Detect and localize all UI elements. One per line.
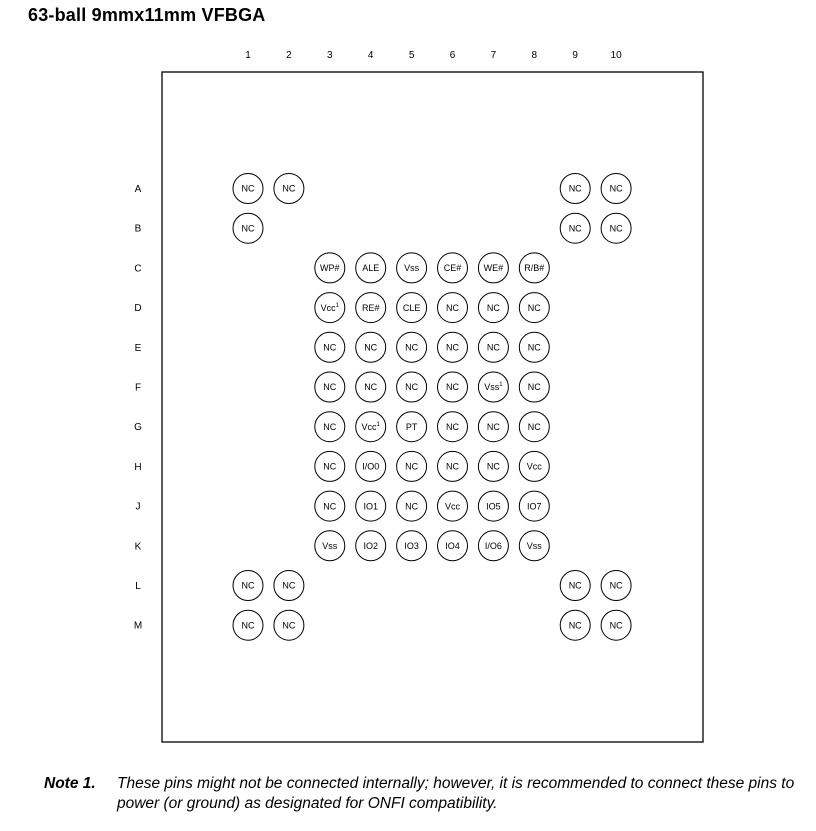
ball-signal: Vcc xyxy=(320,302,336,313)
ball-K6 xyxy=(438,531,468,561)
ball-E4 xyxy=(356,332,386,362)
ball-label xyxy=(446,462,459,472)
ball-signal: NC xyxy=(568,620,582,631)
ball-F8 xyxy=(519,372,549,402)
ball-signal: NC xyxy=(364,382,378,393)
ball-signal: NC xyxy=(446,302,459,313)
ball-signal: NC xyxy=(405,461,419,472)
ball-label xyxy=(528,382,541,392)
column-label: 6 xyxy=(449,50,456,61)
ball-signal: RE# xyxy=(361,302,380,313)
row-label: E xyxy=(134,342,142,354)
ball-label xyxy=(363,541,378,551)
ball-K7 xyxy=(478,531,508,561)
ball-signal: NC xyxy=(323,461,337,472)
ball-signal: NC xyxy=(446,342,459,353)
ball-M10 xyxy=(601,610,631,640)
ball-signal: IO1 xyxy=(363,501,378,512)
ball-signal: CE# xyxy=(443,263,462,274)
ball-footnote-marker: 1 xyxy=(335,302,339,309)
ball-signal: NC xyxy=(282,620,296,631)
ball-J4 xyxy=(356,491,386,521)
ball-H3 xyxy=(315,451,345,481)
ball-label xyxy=(610,223,623,233)
ball-E3 xyxy=(315,332,345,362)
ball-label xyxy=(404,541,419,551)
ball-L2 xyxy=(274,571,304,601)
ball-signal: NC xyxy=(527,342,541,353)
ball-K5 xyxy=(397,531,427,561)
column-label: 10 xyxy=(610,50,622,61)
ball-G3 xyxy=(315,412,345,442)
ball-G6 xyxy=(438,412,468,442)
ball-signal: CLE xyxy=(402,302,421,313)
ball-signal: Vss xyxy=(322,541,338,551)
ball-J3 xyxy=(315,491,345,521)
ball-label xyxy=(528,303,541,313)
ball-signal: NC xyxy=(241,223,255,234)
ball-label xyxy=(487,462,500,472)
ball-M9 xyxy=(560,610,590,640)
ball-label xyxy=(569,223,582,233)
ball-J7 xyxy=(478,491,508,521)
column-label: 1 xyxy=(245,50,251,61)
ball-label xyxy=(610,184,623,194)
ball-F7 xyxy=(478,372,508,402)
ball-signal: NC xyxy=(568,580,582,591)
ball-D8 xyxy=(519,293,549,323)
ball-K8 xyxy=(519,531,549,561)
ball-grid xyxy=(233,174,631,641)
ball-label xyxy=(569,581,582,591)
ball-H4 xyxy=(356,451,386,481)
ball-signal: NC xyxy=(241,620,255,631)
package-outline xyxy=(162,72,703,742)
ball-label xyxy=(322,541,338,551)
ball-signal: Vss xyxy=(526,541,542,551)
ball-label xyxy=(486,501,501,511)
column-label: 8 xyxy=(531,50,538,61)
ball-G5 xyxy=(397,412,427,442)
ball-label xyxy=(528,422,541,432)
ball-signal: NC xyxy=(609,620,623,631)
ball-signal: ALE xyxy=(362,263,380,274)
ball-B10 xyxy=(601,213,631,243)
ball-label xyxy=(527,462,543,472)
ball-label xyxy=(610,620,623,630)
ball-label xyxy=(282,620,295,630)
ball-G8 xyxy=(519,412,549,442)
ball-label xyxy=(323,462,336,472)
ball-label xyxy=(524,263,544,273)
ball-M2 xyxy=(274,610,304,640)
ball-signal: IO5 xyxy=(486,501,501,512)
ball-signal: NC xyxy=(405,342,419,353)
ball-B1 xyxy=(233,213,263,243)
ball-signal: NC xyxy=(446,421,459,432)
row-label: M xyxy=(133,620,143,632)
ball-B9 xyxy=(560,213,590,243)
ball-signal: Vss xyxy=(404,263,420,274)
ball-label xyxy=(364,343,377,353)
ball-C4 xyxy=(356,253,386,283)
ball-signal: NC xyxy=(486,302,500,313)
ball-signal: NC xyxy=(364,342,378,353)
ball-signal: NC xyxy=(609,580,623,591)
ball-label xyxy=(446,382,459,392)
ball-label xyxy=(487,343,500,353)
ball-label xyxy=(610,581,623,591)
ball-label xyxy=(242,184,255,194)
row-label: B xyxy=(134,223,142,235)
ball-A9 xyxy=(560,174,590,204)
ball-L9 xyxy=(560,571,590,601)
ball-F6 xyxy=(438,372,468,402)
ball-C6 xyxy=(438,253,468,283)
ball-label xyxy=(487,303,500,313)
row-label: J xyxy=(135,501,141,513)
ball-signal: PT xyxy=(405,421,418,432)
ball-H7 xyxy=(478,451,508,481)
column-label: 4 xyxy=(367,50,374,61)
ball-A1 xyxy=(233,174,263,204)
ball-D7 xyxy=(478,293,508,323)
ball-label xyxy=(405,501,418,511)
ball-footnote-marker: 1 xyxy=(376,421,380,428)
ball-H8 xyxy=(519,451,549,481)
ball-D5 xyxy=(397,293,427,323)
ball-E7 xyxy=(478,332,508,362)
ball-F3 xyxy=(315,372,345,402)
ball-signal: WE# xyxy=(483,263,504,274)
ball-J8 xyxy=(519,491,549,521)
ball-label xyxy=(446,422,459,432)
ball-label xyxy=(569,620,582,630)
ball-signal: I/O0 xyxy=(362,461,380,472)
ball-signal: NC xyxy=(405,382,419,393)
ball-label xyxy=(445,541,460,551)
ball-signal: NC xyxy=(323,342,337,353)
ball-label xyxy=(487,422,500,432)
ball-L10 xyxy=(601,571,631,601)
ball-label xyxy=(446,303,459,313)
column-label: 5 xyxy=(408,50,415,61)
row-label: K xyxy=(134,541,142,553)
row-label: L xyxy=(135,581,141,592)
ball-signal: Vcc xyxy=(361,421,377,432)
ball-C7 xyxy=(478,253,508,283)
column-label: 2 xyxy=(286,50,292,61)
ball-label xyxy=(323,382,336,392)
ball-footnote-marker: 1 xyxy=(499,382,503,389)
ball-F4 xyxy=(356,372,386,402)
footnote-label: Note 1. xyxy=(44,775,96,792)
ball-signal: R/B# xyxy=(524,263,545,274)
ball-signal: NC xyxy=(405,501,419,512)
ball-signal: NC xyxy=(241,580,255,591)
ball-signal: WP# xyxy=(320,263,340,274)
ball-J6 xyxy=(438,491,468,521)
ball-A2 xyxy=(274,174,304,204)
ball-K3 xyxy=(315,531,345,561)
ball-signal: NC xyxy=(568,223,582,234)
row-label: C xyxy=(134,263,142,275)
ball-signal: NC xyxy=(323,421,337,432)
ball-D3 xyxy=(315,293,345,323)
ball-label xyxy=(362,462,379,472)
ball-C3 xyxy=(315,253,345,283)
ball-label xyxy=(404,263,420,273)
ball-E5 xyxy=(397,332,427,362)
column-label: 9 xyxy=(572,50,578,61)
ball-label xyxy=(445,501,461,511)
ball-signal: NC xyxy=(486,342,500,353)
row-label: F xyxy=(134,382,142,394)
ball-H5 xyxy=(397,451,427,481)
footnote-text: These pins might not be connected internally; however, it is recommended to connect these pins to power (or ground) as designated for ONFI compatibility. xyxy=(117,775,795,812)
row-label: A xyxy=(134,184,142,195)
ball-label xyxy=(323,422,336,432)
ball-label xyxy=(406,422,418,432)
ball-C5 xyxy=(397,253,427,283)
ball-signal: IO7 xyxy=(527,501,542,512)
ball-G4 xyxy=(356,412,386,442)
row-label: H xyxy=(134,461,142,473)
ball-label xyxy=(569,184,582,194)
ball-label xyxy=(405,382,418,392)
ball-E6 xyxy=(438,332,468,362)
ball-signal: NC xyxy=(241,183,255,194)
ball-signal: Vcc xyxy=(444,501,461,512)
ball-label xyxy=(282,184,295,194)
ball-label xyxy=(446,343,459,353)
ball-label xyxy=(362,303,380,313)
column-label: 7 xyxy=(490,50,497,61)
ball-label xyxy=(282,581,295,591)
ball-signal: NC xyxy=(323,382,337,393)
ball-M1 xyxy=(233,610,263,640)
ball-D4 xyxy=(356,293,386,323)
page-title: 63-ball 9mmx11mm VFBGA xyxy=(28,5,266,25)
ball-signal: NC xyxy=(282,580,296,591)
ball-label xyxy=(485,541,502,551)
ball-label xyxy=(403,303,421,313)
ball-label xyxy=(323,501,336,511)
ball-signal: NC xyxy=(609,223,623,234)
ball-signal: NC xyxy=(282,183,296,194)
ball-signal: NC xyxy=(446,382,459,393)
ball-signal: NC xyxy=(527,302,541,313)
ball-K4 xyxy=(356,531,386,561)
ball-label xyxy=(405,462,418,472)
ball-signal: I/O6 xyxy=(484,541,502,551)
ball-J5 xyxy=(397,491,427,521)
ball-label xyxy=(527,541,543,551)
ball-signal: IO3 xyxy=(404,541,419,551)
ball-label xyxy=(320,263,340,273)
ball-signal: NC xyxy=(568,183,582,194)
ball-label xyxy=(444,263,462,273)
ball-label xyxy=(528,343,541,353)
ball-signal: Vss xyxy=(484,382,500,393)
ball-label xyxy=(364,382,377,392)
ball-D6 xyxy=(438,293,468,323)
ball-G7 xyxy=(478,412,508,442)
ball-signal: NC xyxy=(323,501,337,512)
ball-signal: IO2 xyxy=(363,541,378,551)
ball-label xyxy=(363,501,378,511)
ball-signal: NC xyxy=(527,382,541,393)
ball-label xyxy=(242,620,255,630)
row-labels xyxy=(134,184,142,632)
row-label: G xyxy=(134,422,142,434)
ball-label xyxy=(362,263,379,273)
ball-label xyxy=(527,501,542,511)
ball-label xyxy=(242,581,255,591)
ball-signal: NC xyxy=(527,421,541,432)
ball-H6 xyxy=(438,451,468,481)
ball-F5 xyxy=(397,372,427,402)
ball-signal: NC xyxy=(486,461,500,472)
column-labels xyxy=(245,50,622,61)
ball-C8 xyxy=(519,253,549,283)
ball-E8 xyxy=(519,332,549,362)
row-label: D xyxy=(134,303,142,315)
column-label: 3 xyxy=(327,50,333,61)
ball-label xyxy=(242,223,255,233)
ball-signal: NC xyxy=(609,183,623,194)
ball-signal: NC xyxy=(486,421,500,432)
ball-label xyxy=(405,343,418,353)
ball-signal: IO4 xyxy=(445,541,460,551)
ball-label xyxy=(484,263,504,273)
ball-label xyxy=(323,343,336,353)
ball-A10 xyxy=(601,174,631,204)
ball-signal: Vcc xyxy=(526,461,542,472)
ball-L1 xyxy=(233,571,263,601)
ball-signal: NC xyxy=(446,461,459,472)
